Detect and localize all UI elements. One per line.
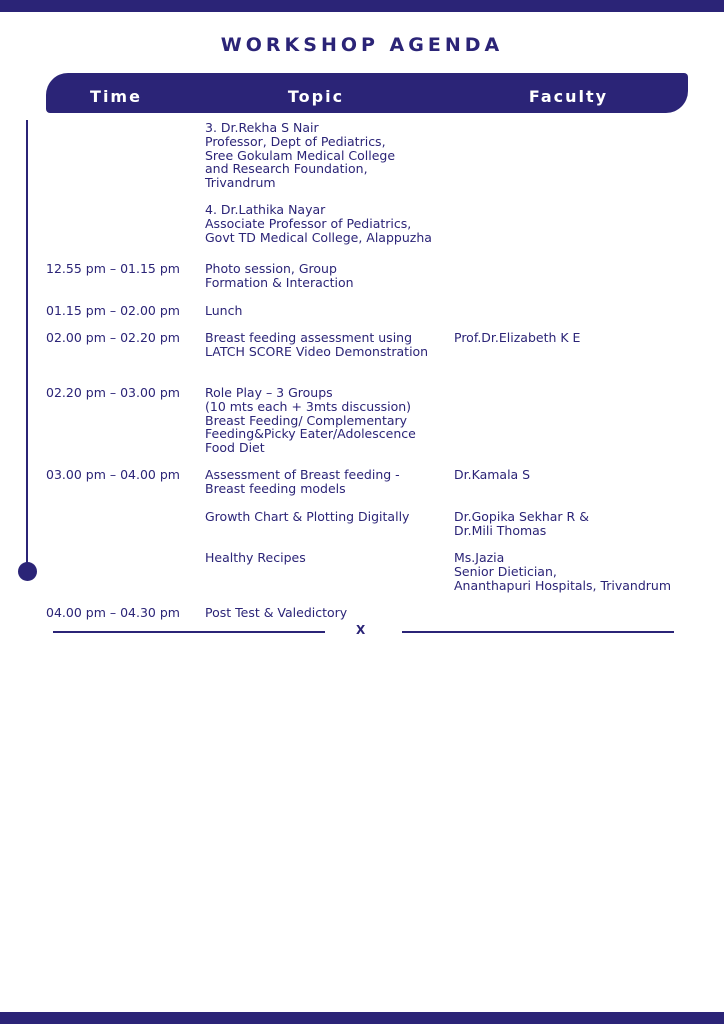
bottom-band bbox=[0, 1012, 724, 1024]
faculty-line: Senior Dietician, bbox=[454, 563, 557, 579]
topic-line: Role Play – 3 Groups bbox=[205, 385, 333, 400]
topic-line: Food Diet bbox=[205, 440, 265, 456]
table-header bbox=[46, 73, 688, 113]
topic-cell bbox=[205, 203, 432, 244]
timeline-line bbox=[26, 120, 28, 570]
topic-cell bbox=[205, 386, 416, 455]
header-time: Time bbox=[90, 87, 142, 106]
faculty-line: Dr.Kamala S bbox=[454, 467, 531, 482]
topic-line: Lunch bbox=[205, 303, 243, 318]
end-rule-left bbox=[53, 631, 325, 633]
topic-line: Breast feeding models bbox=[205, 480, 346, 496]
topic-cell bbox=[205, 468, 400, 496]
topic-line: LATCH SCORE Video Demonstration bbox=[205, 343, 429, 359]
faculty-cell bbox=[454, 468, 530, 482]
end-rule-right bbox=[402, 631, 674, 633]
topic-cell bbox=[205, 304, 242, 318]
topic-line: Trivandrum bbox=[205, 175, 276, 191]
topic-line: Breast feeding assessment using bbox=[205, 330, 413, 345]
time-cell: 02.00 pm – 02.20 pm bbox=[46, 330, 180, 345]
time-cell: 02.20 pm – 03.00 pm bbox=[46, 385, 180, 400]
topic-cell bbox=[205, 121, 395, 190]
topic-cell bbox=[205, 510, 409, 524]
topic-line: 4. Dr.Lathika Nayar bbox=[205, 202, 326, 217]
faculty-line: Prof.Dr.Elizabeth K E bbox=[454, 330, 581, 345]
topic-cell bbox=[205, 262, 354, 290]
faculty-cell bbox=[454, 331, 580, 345]
faculty-line: Ananthapuri Hospitals, Trivandrum bbox=[454, 577, 672, 593]
topic-cell bbox=[205, 331, 428, 359]
topic-line: Professor, Dept of Pediatrics, bbox=[205, 133, 386, 149]
faculty-line: Dr.Mili Thomas bbox=[454, 522, 547, 538]
topic-line: and Research Foundation, bbox=[205, 161, 368, 177]
faculty-line: Dr.Gopika Sekhar R & bbox=[454, 509, 589, 524]
faculty-cell bbox=[454, 510, 589, 538]
page-title: WORKSHOP AGENDA bbox=[220, 34, 504, 56]
topic-line: Govt TD Medical College, Alappuzha bbox=[205, 229, 432, 245]
topic-cell bbox=[205, 606, 347, 620]
topic-line: (10 mts each + 3mts discussion) bbox=[205, 398, 412, 414]
topic-line: Formation & Interaction bbox=[205, 274, 354, 290]
time-cell: 12.55 pm – 01.15 pm bbox=[46, 261, 180, 276]
topic-line: Feeding&Picky Eater/Adolescence bbox=[205, 426, 416, 442]
end-marker: X bbox=[356, 623, 366, 637]
topic-line: Post Test & Valedictory bbox=[205, 605, 348, 620]
topic-line: Assessment of Breast feeding - bbox=[205, 467, 400, 482]
topic-cell bbox=[205, 551, 306, 565]
timeline-dot bbox=[18, 562, 37, 581]
time-cell: 01.15 pm – 02.00 pm bbox=[46, 303, 180, 318]
top-band bbox=[0, 0, 724, 12]
topic-line: Sree Gokulam Medical College bbox=[205, 147, 396, 163]
topic-line: Associate Professor of Pediatrics, bbox=[205, 215, 412, 231]
faculty-cell bbox=[454, 551, 671, 592]
faculty-line: Ms.Jazia bbox=[454, 550, 505, 565]
topic-line: Healthy Recipes bbox=[205, 550, 306, 565]
header-faculty: Faculty bbox=[528, 87, 609, 106]
topic-line: 3. Dr.Rekha S Nair bbox=[205, 120, 319, 135]
header-topic: Topic bbox=[287, 87, 345, 106]
time-cell: 03.00 pm – 04.00 pm bbox=[46, 467, 180, 482]
time-cell: 04.00 pm – 04.30 pm bbox=[46, 605, 180, 620]
topic-line: Growth Chart & Plotting Digitally bbox=[205, 509, 410, 524]
topic-line: Photo session, Group bbox=[205, 261, 337, 276]
topic-line: Breast Feeding/ Complementary bbox=[205, 412, 408, 428]
